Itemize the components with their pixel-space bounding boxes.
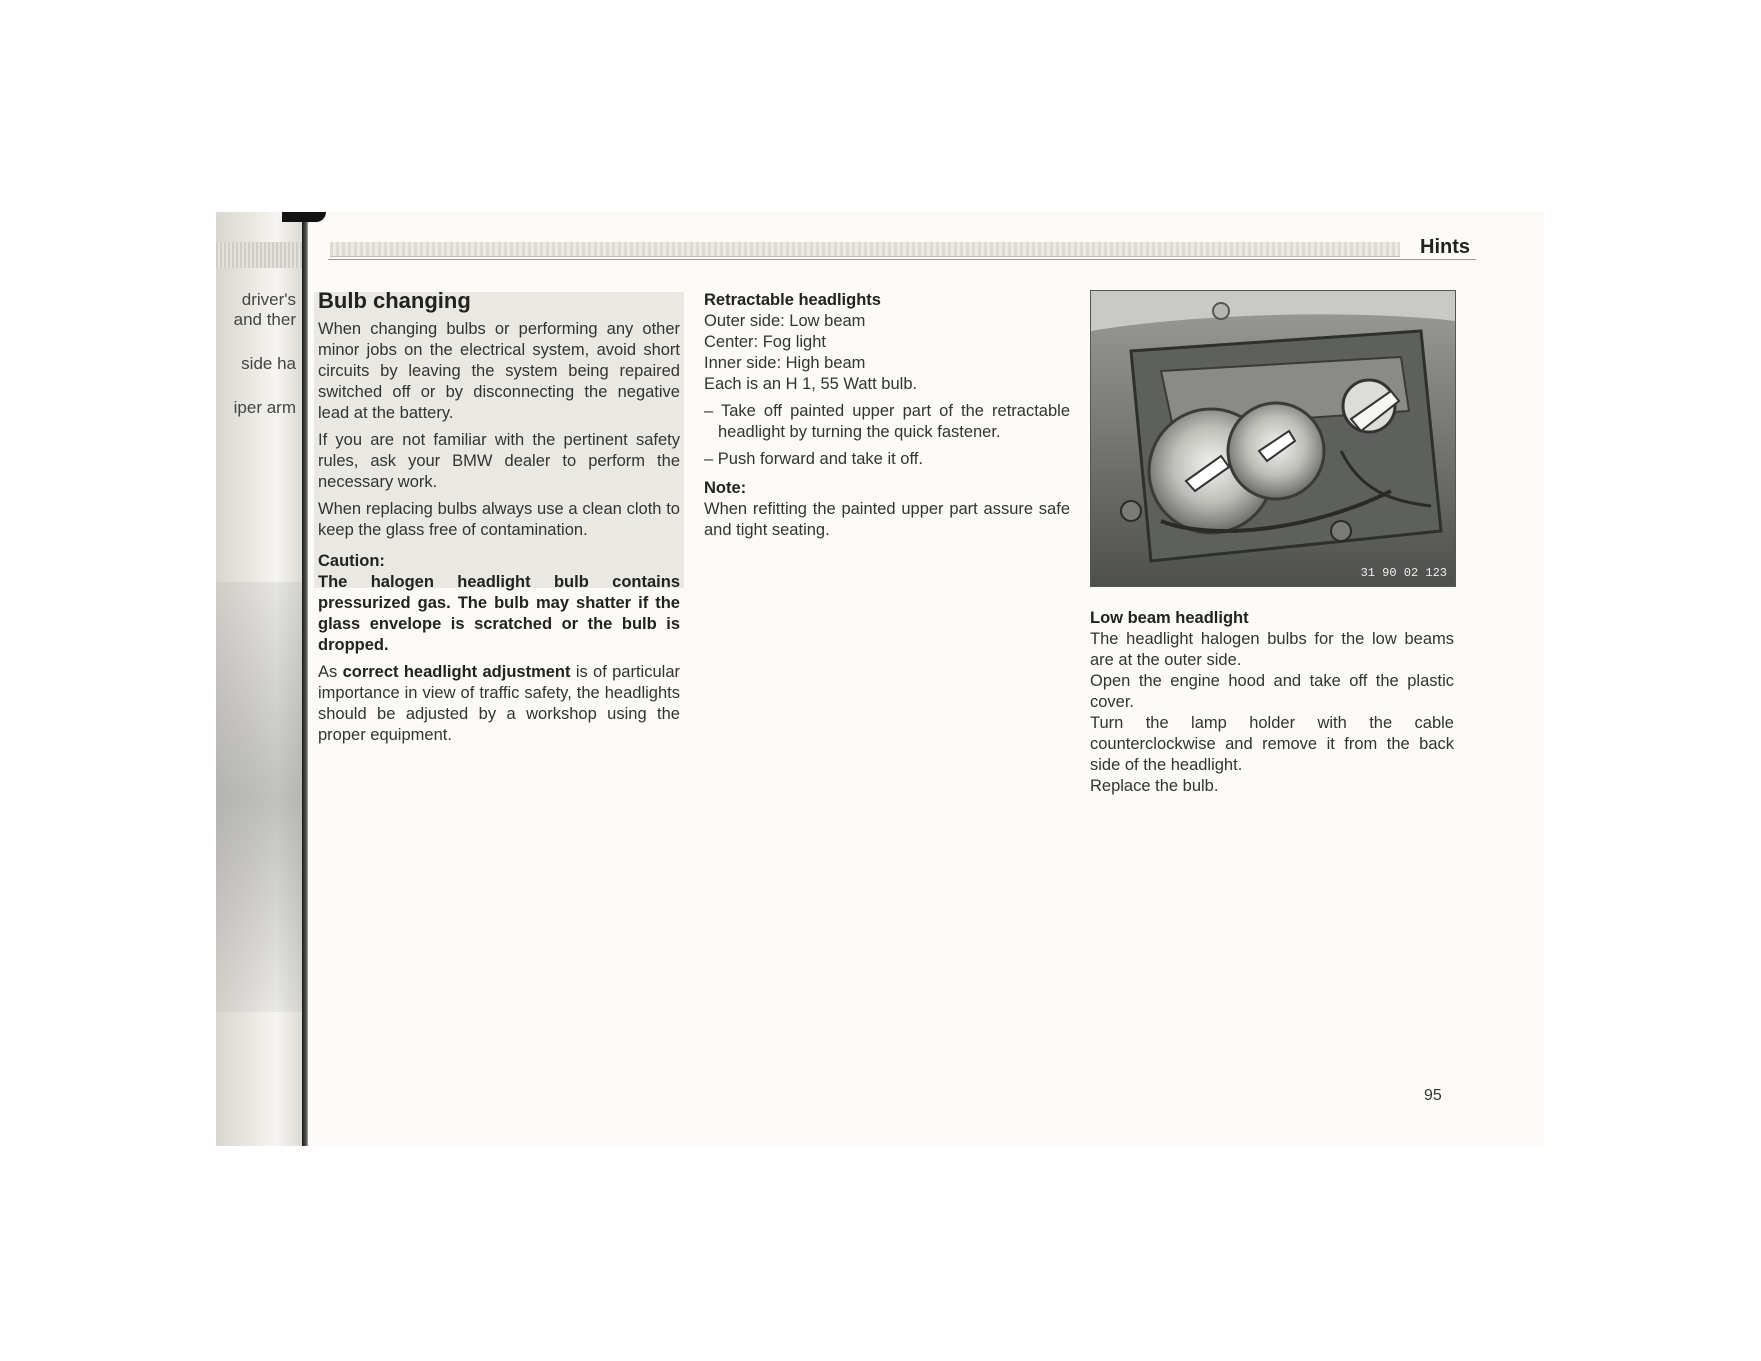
step-push-forward: – Push forward and take it off. [704,450,923,468]
note-text: When refitting the painted upper part assure safe and tight seating. [704,500,1070,539]
adjustment-rest: is of particular importance in view of traffic safety, the headlights should be adjusted by a workshop using the proper equipment. [318,663,680,744]
paragraph-electrical: When changing bulbs or performing any other minor jobs on the electrical system, avoid short circuits by leaving the system being repaired switched off or by disconnecting the negative lead at the battery. [318,320,680,422]
paragraph-clean-cloth: When replacing bulbs always use a clean cloth to keep the glass free of contamination. [318,500,680,539]
column-bulb-changing [318,290,680,752]
step-take-off: – Take off painted upper part of the retractable headlight by turning the quick fastener. [704,402,1070,441]
line-outer-side: Outer side: Low beam [704,312,866,330]
scanned-spread [216,212,1544,1146]
header-rule [328,259,1476,260]
line-inner-side: Inner side: High beam [704,354,866,372]
left-header-band [216,242,302,268]
page-number: 95 [1424,1087,1442,1104]
heading-retractable-headlights: Retractable headlights [704,291,881,309]
section-title: Hints [1420,236,1470,258]
column-low-beam [1090,608,1454,797]
caution-label: Caution: [318,552,385,570]
paragraph-open-hood: Open the engine hood and take off the plastic cover. [1090,672,1454,711]
figure-code: 31 90 02 123 [1360,566,1447,580]
paragraph-replace-bulb: Replace the bulb. [1090,777,1219,795]
right-page [308,212,1544,1146]
paragraph-safety: If you are not familiar with the pertinent safety rules, ask your BMW dealer to perform the necessary work. [318,431,680,491]
left-fragment-2: and ther [233,310,296,329]
heading-low-beam: Low beam headlight [1090,609,1249,627]
left-fragment-4: iper arm [233,398,296,417]
left-page-show-through [216,582,302,1012]
paragraph-turn-holder: Turn the lamp holder with the cable counterclockwise and remove it from the back side of the headlight. [1090,714,1454,774]
left-fragment-1: driver's [241,290,296,309]
note-label: Note: [704,479,747,497]
line-bulb-type: Each is an H 1, 55 Watt bulb. [704,375,918,393]
paragraph-adjustment [318,662,680,746]
header-band [330,242,1400,257]
adjustment-bold: correct headlight adjustment [342,663,571,681]
headlight-photo [1090,290,1456,587]
left-fragment-3: side ha [241,354,296,373]
headlight-illustration [1091,291,1455,586]
left-page-edge [216,212,302,1146]
heading-bulb-changing: Bulb changing [318,288,471,313]
paragraph-low-beam-location: The headlight halogen bulbs for the low beams are at the outer side. [1090,630,1454,669]
column-retractable-headlights [704,290,1070,547]
adjustment-prefix: As [318,663,343,681]
caution-text: The halogen headlight bulb contains pressurized gas. The bulb may shatter if the glass envelope is scratched or the bulb is dropped. [318,573,680,654]
line-center: Center: Fog light [704,333,826,351]
